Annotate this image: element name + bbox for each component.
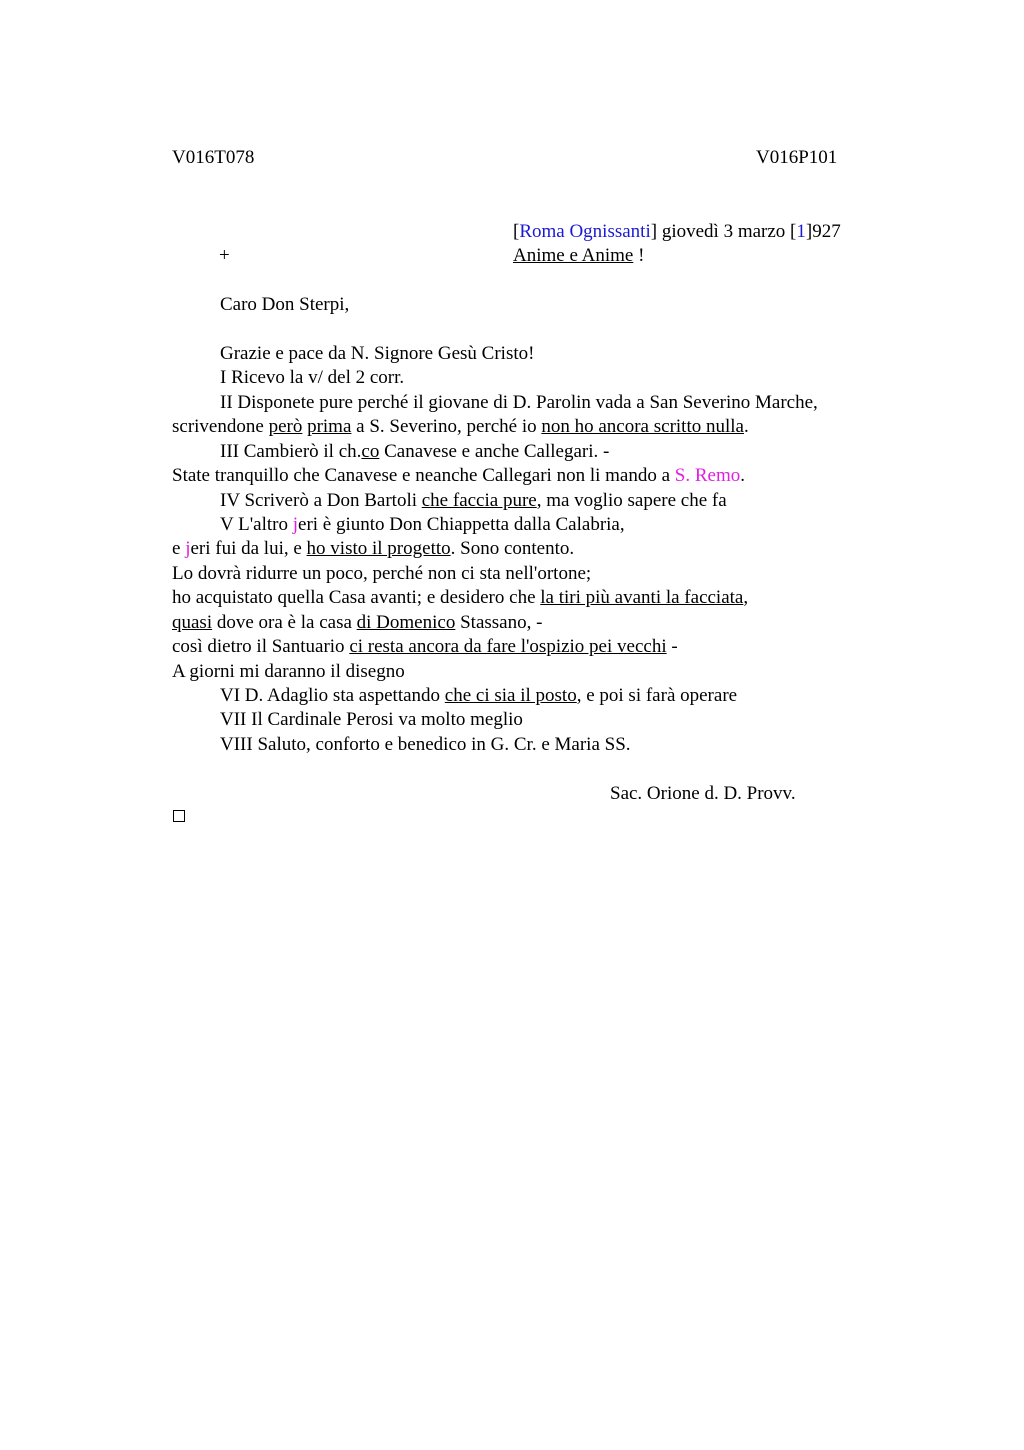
dateline-year-digit: 1 (796, 221, 806, 242)
point-2-cont (172, 415, 749, 439)
text-run: . Sono contento. (450, 538, 575, 559)
point-2: II Disponete pure perché il giovane di D. Parolin vada a San Severino Marche, (220, 392, 818, 413)
text-run: dove ora è la casa (212, 612, 357, 633)
text-run: , ma voglio sapere che fa (536, 490, 727, 511)
doc-code-left: V016T078 (172, 147, 255, 168)
text-run: , (743, 587, 749, 608)
underlined-run: però (268, 416, 303, 437)
underlined-run: non ho ancora scritto nulla (541, 416, 744, 437)
cross-mark: + (219, 245, 230, 266)
motto (513, 244, 644, 268)
point-5-cont-5 (172, 635, 678, 659)
text-run: V L'altro (220, 514, 293, 535)
point-3-cont (172, 464, 745, 488)
highlighted-run: S. Remo (674, 465, 741, 486)
text-run: eri è giunto Don Chiappetta dalla Calabria, (298, 514, 625, 535)
dateline-year-bracket-open: [ (790, 221, 797, 242)
underlined-run: co (361, 441, 380, 462)
highlighted-run: j (292, 514, 299, 535)
salutation: Caro Don Sterpi, (220, 294, 350, 315)
dateline-year-rest: 927 (812, 221, 841, 242)
dateline-bracket-close: ] (650, 221, 658, 242)
text-run: VI D. Adaglio sta aspettando (220, 685, 445, 706)
end-box-mark (173, 810, 185, 822)
text-run: . (740, 465, 745, 486)
point-3 (220, 440, 609, 464)
dateline-date: giovedì 3 marzo (657, 221, 791, 242)
text-run: scrivendone (172, 416, 269, 437)
text-run: ho acquistato quella Casa avanti; e desidero che (172, 587, 541, 608)
dateline-bracket-open: [ (513, 221, 520, 242)
signature: Sac. Orione d. D. Provv. (610, 783, 796, 804)
highlighted-run: j (185, 538, 191, 559)
point-1: I Ricevo la v/ del 2 corr. (220, 367, 405, 388)
text-run: a S. Severino, perché io (351, 416, 542, 437)
dateline-place: Roma Ognissanti (519, 221, 651, 242)
motto-suffix: ! (633, 245, 645, 266)
text-run: State tranquillo che Canavese e neanche Callegari non li mando a (172, 465, 675, 486)
text-run: così dietro il Santuario (172, 636, 350, 657)
text-run: Stassano, - (455, 612, 543, 633)
point-5-cont-2: Lo dovrà ridurre un poco, perché non ci sta nell'ortone; (172, 563, 592, 584)
motto-text: Anime e Anime (513, 245, 634, 266)
point-5-cont-6: A giorni mi daranno il disegno (172, 661, 405, 682)
underlined-run: ho visto il progetto (306, 538, 451, 559)
underlined-run: quasi (172, 612, 213, 633)
text-run: , e poi si farà operare (576, 685, 738, 706)
text-run: . (743, 416, 749, 437)
point-7: VII Il Cardinale Perosi va molto meglio (220, 709, 523, 730)
underlined-run: di Domenico (356, 612, 456, 633)
point-8: VIII Saluto, conforto e benedico in G. Cr. e Maria SS. (220, 734, 631, 755)
point-4 (220, 489, 727, 513)
text-run: eri fui da lui, e (190, 538, 307, 559)
point-5 (220, 513, 625, 537)
underlined-run: la tiri più avanti la facciata (540, 587, 744, 608)
dateline-year-bracket-close: ] (805, 221, 813, 242)
point-5-cont-3 (172, 586, 748, 610)
point-5-cont-4 (172, 611, 542, 635)
underlined-run: ci resta ancora da fare l'ospizio pei vecchi (349, 636, 667, 657)
text-run: e (172, 538, 186, 559)
text-run: - (666, 636, 678, 657)
underlined-run: che ci sia il posto (444, 685, 577, 706)
dateline (513, 220, 841, 244)
text-run: IV Scriverò a Don Bartoli (220, 490, 422, 511)
text-run: Canavese e anche Callegari. - (379, 441, 610, 462)
point-5-cont-1 (172, 537, 574, 561)
underlined-run: che faccia pure (421, 490, 537, 511)
point-6 (220, 684, 737, 708)
underlined-run: prima (307, 416, 352, 437)
greeting: Grazie e pace da N. Signore Gesù Cristo! (220, 343, 535, 364)
doc-code-right: V016P101 (756, 147, 838, 168)
text-run: III Cambierò il ch. (220, 441, 362, 462)
